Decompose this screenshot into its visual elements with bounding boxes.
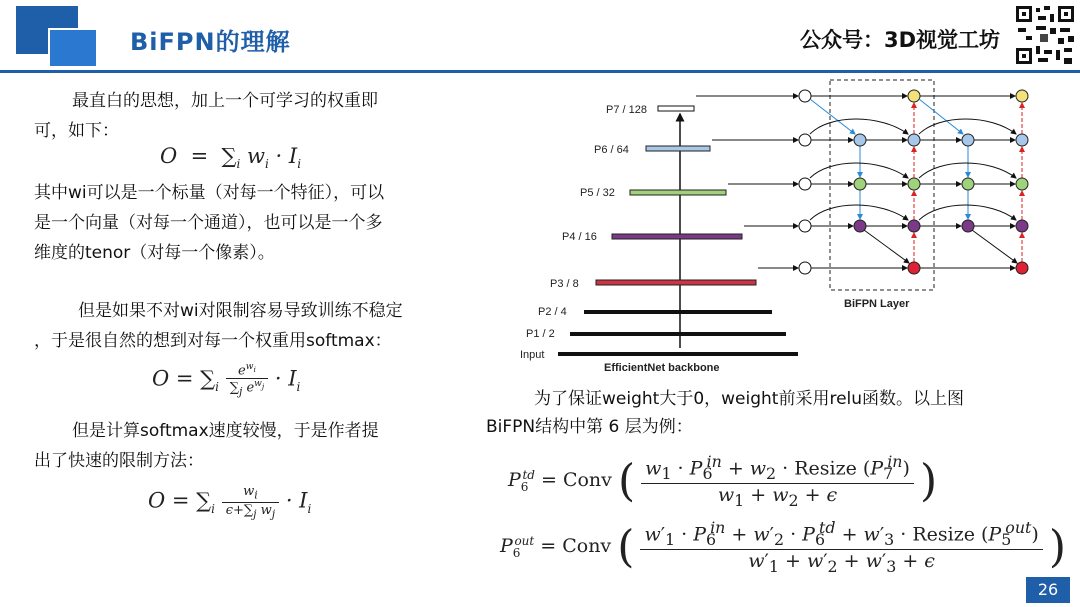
qr-code-icon [1014, 4, 1076, 66]
logo-square-light [48, 28, 98, 68]
level-label-p1: P1 / 2 [526, 328, 555, 340]
formula-fast-normalized: $O = \sum_i$ $\frac{w_i}{\epsilon+\sum_j w_j}$ · $I_i$ [148, 484, 312, 521]
right-line-1: 为了保证weight大于0，weight前采用relu函数。以上图 [534, 389, 965, 409]
level-label-p6: P6 / 64 [594, 144, 629, 156]
level-label-p4: P4 / 16 [562, 231, 597, 243]
bifpn-layer-label: BiFPN Layer [844, 298, 910, 310]
level-label-input: Input [520, 349, 545, 361]
formula-softmax: $O = \sum_i$ $\frac{e^{w_i}}{\sum_j e^{w_j}}$ · $I_i$ [152, 362, 301, 399]
para-1-line-2: 可，如下： [34, 121, 119, 141]
para-4-line-2: 出了快速的限制方法： [34, 451, 204, 471]
level-label-p2: P2 / 4 [538, 306, 567, 318]
para-2-line-1: 其中wi可以是一个标量（对每一个特征），可以 [34, 183, 385, 203]
header-rule [0, 70, 1080, 73]
para-2-line-3: 维度的tenor（对每一个像素）。 [34, 243, 275, 263]
level-label-p7: P7 / 128 [606, 104, 647, 116]
para-4-line-1: 但是计算softmax速度较慢，于是作者提 [72, 421, 379, 441]
page-number: 26 [1026, 577, 1070, 603]
para-3-line-2: ，于是很自然的想到对每一个权重用softmax： [34, 331, 392, 351]
right-line-2: BiFPN结构中第 6 层为例： [486, 417, 693, 437]
level-label-p3: P3 / 8 [550, 278, 579, 290]
slide-title: BiFPN的理解 [130, 28, 291, 56]
equation-p6-td: $P_6^{td}$ = Conv ( $\frac{w_1 \cdot P_6^{in} + w_2 \cdot Resize (P_7^{in})}{w_1 + w_2 + \epsilon}$ ) [508, 452, 938, 510]
backbone-label: EfficientNet backbone [604, 362, 720, 374]
para-1-line-1: 最直白的思想，加上一个可学习的权重即 [72, 91, 378, 111]
formula-weighted-sum: $O = \sum_i$ $w_i \cdot I_i$ [160, 144, 302, 172]
equation-p6-out: $P_6^{out}$ = Conv ( $\frac{w'_1 \cdot P_6^{in} + w'_2 \cdot P_6^{td} + w'_3 \cdot Resize (P_5^{out})}{w'_1 + w'_2 + w'_3 + \epsilon}$ ) [500, 518, 1067, 576]
brand-text: 公众号：3D视觉工坊 [800, 28, 1001, 52]
level-label-p5: P5 / 32 [580, 187, 615, 199]
bifpn-diagram [500, 78, 1030, 378]
para-3-line-1: 但是如果不对wi对限制容易导致训练不稳定 [78, 301, 403, 321]
para-2-line-2: 是一个向量（对每一个通道），也可以是一个多 [34, 213, 383, 233]
